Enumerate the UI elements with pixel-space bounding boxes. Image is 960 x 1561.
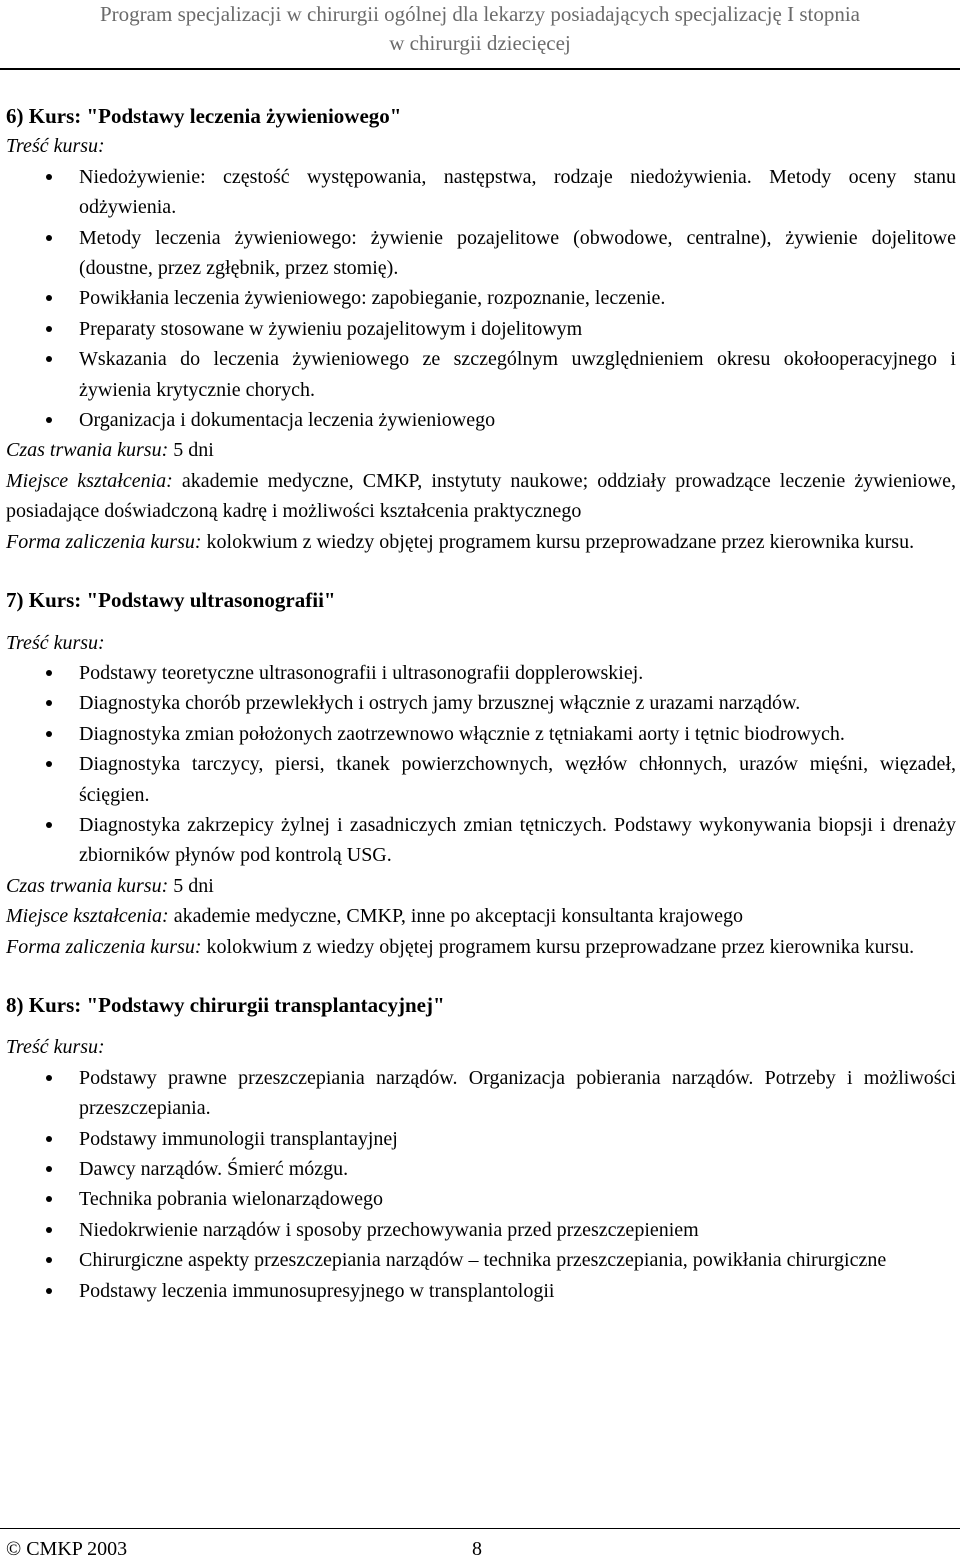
assessment-label: Forma zaliczenia kursu: (6, 935, 202, 958)
list-item: Wskazania do leczenia żywieniowego ze szczególnym uwzględnieniem okresu okołooperacyjnego i żywienia krytycznie chorych. (6, 344, 956, 405)
header-line-2: w chirurgii dziecięcej (389, 31, 571, 55)
list-item: Diagnostyka zmian położonych zaotrzewnowo włącznie z tętniakami aorty i tętnic biodrowych. (6, 719, 956, 749)
copyright: © CMKP 2003 (6, 1538, 128, 1560)
assessment-value: kolokwium z wiedzy objętej programem kursu przeprowadzane przez kierownika kursu. (206, 530, 915, 553)
course-content-label: Treść kursu: (6, 1036, 105, 1059)
course-6 (6, 101, 956, 557)
list-item: Diagnostyka tarczycy, piersi, tkanek powierzchownych, węzłów chłonnych, urazów mięśni, więzadeł, ścięgien. (6, 749, 956, 810)
course-6-assessment (6, 527, 956, 557)
duration-label: Czas trwania kursu: (6, 439, 169, 462)
location-label: Miejsce kształcenia: (6, 469, 173, 492)
course-8-topics (6, 1063, 956, 1306)
duration-value: 5 dni (173, 439, 214, 462)
course-6-location (6, 466, 956, 527)
course-7-location (6, 901, 956, 931)
list-item: Chirurgiczne aspekty przeszczepiania narządów – technika przeszczepiania, powikłania chirurgiczne (6, 1245, 956, 1275)
header-divider (0, 68, 960, 70)
list-item: Podstawy leczenia immunosupresyjnego w transplantologii (6, 1276, 956, 1306)
list-item: Preparaty stosowane w żywieniu pozajelitowym i dojelitowym (6, 314, 956, 344)
document-body (6, 101, 956, 1306)
list-item: Powikłania leczenia żywieniowego: zapobieganie, rozpoznanie, leczenie. (6, 283, 956, 313)
list-item: Podstawy prawne przeszczepiania narządów. Organizacja pobierania narządów. Potrzeby i możliwości przeszczepiania. (6, 1063, 956, 1124)
course-7-duration (6, 871, 956, 901)
course-7-topics (6, 658, 956, 871)
location-value: akademie medyczne, CMKP, instytuty naukowe; oddziały prowadzące leczenie żywieniowe, posiadające doświadczoną kadrę i możliwości kształcenia praktycznego (6, 469, 957, 523)
header-line-1: Program specjalizacji w chirurgii ogólnej dla lekarzy posiadających specjalizację I stopnia (100, 2, 860, 26)
location-value: akademie medyczne, CMKP, inne po akceptacji konsultanta krajowego (173, 905, 743, 928)
list-item: Technika pobrania wielonarządowego (6, 1184, 956, 1214)
list-item: Diagnostyka zakrzepicy żylnej i zasadniczych zmian tętniczych. Podstawy wykonywania biopsji i drenaży zbiorników płynów pod kontrolą USG. (6, 810, 956, 871)
list-item: Metody leczenia żywieniowego: żywienie pozajelitowe (obwodowe, centralne), żywienie dojelitowe (doustne, przez zgłębnik, przez stomię). (6, 223, 956, 284)
list-item: Niedokrwienie narządów i sposoby przechowywania przed przeszczepieniem (6, 1215, 956, 1245)
list-item: Dawcy narządów. Śmierć mózgu. (6, 1154, 956, 1184)
footer-divider (0, 1528, 960, 1529)
course-content-label: Treść kursu: (6, 135, 105, 158)
page-footer (0, 1528, 960, 1561)
course-6-title: 6) Kurs: "Podstawy leczenia żywieniowego" (6, 104, 402, 128)
course-7 (6, 585, 956, 962)
page-number: 8 (472, 1538, 482, 1560)
list-item: Podstawy teoretyczne ultrasonografii i ultrasonografii dopplerowskiej. (6, 658, 956, 688)
course-6-duration (6, 435, 956, 465)
duration-value: 5 dni (173, 874, 214, 897)
course-7-assessment (6, 932, 956, 962)
assessment-label: Forma zaliczenia kursu: (6, 530, 202, 553)
list-item: Podstawy immunologii transplantayjnej (6, 1124, 956, 1154)
assessment-value: kolokwium z wiedzy objętej programem kursu przeprowadzane przez kierownika kursu. (206, 935, 915, 958)
course-8 (6, 990, 956, 1306)
location-label: Miejsce kształcenia: (6, 905, 169, 928)
list-item: Organizacja i dokumentacja leczenia żywieniowego (6, 405, 956, 435)
course-6-topics (6, 162, 956, 436)
course-content-label: Treść kursu: (6, 631, 105, 654)
list-item: Niedożywienie: częstość występowania, następstwa, rodzaje niedożywienia. Metody oceny stanu odżywienia. (6, 162, 956, 223)
duration-label: Czas trwania kursu: (6, 874, 169, 897)
list-item: Diagnostyka chorób przewlekłych i ostrych jamy brzusznej włącznie z urazami narządów. (6, 688, 956, 718)
course-7-title: 7) Kurs: "Podstawy ultrasonografii" (6, 588, 336, 613)
course-8-title: 8) Kurs: "Podstawy chirurgii transplantacyjnej" (6, 992, 445, 1017)
